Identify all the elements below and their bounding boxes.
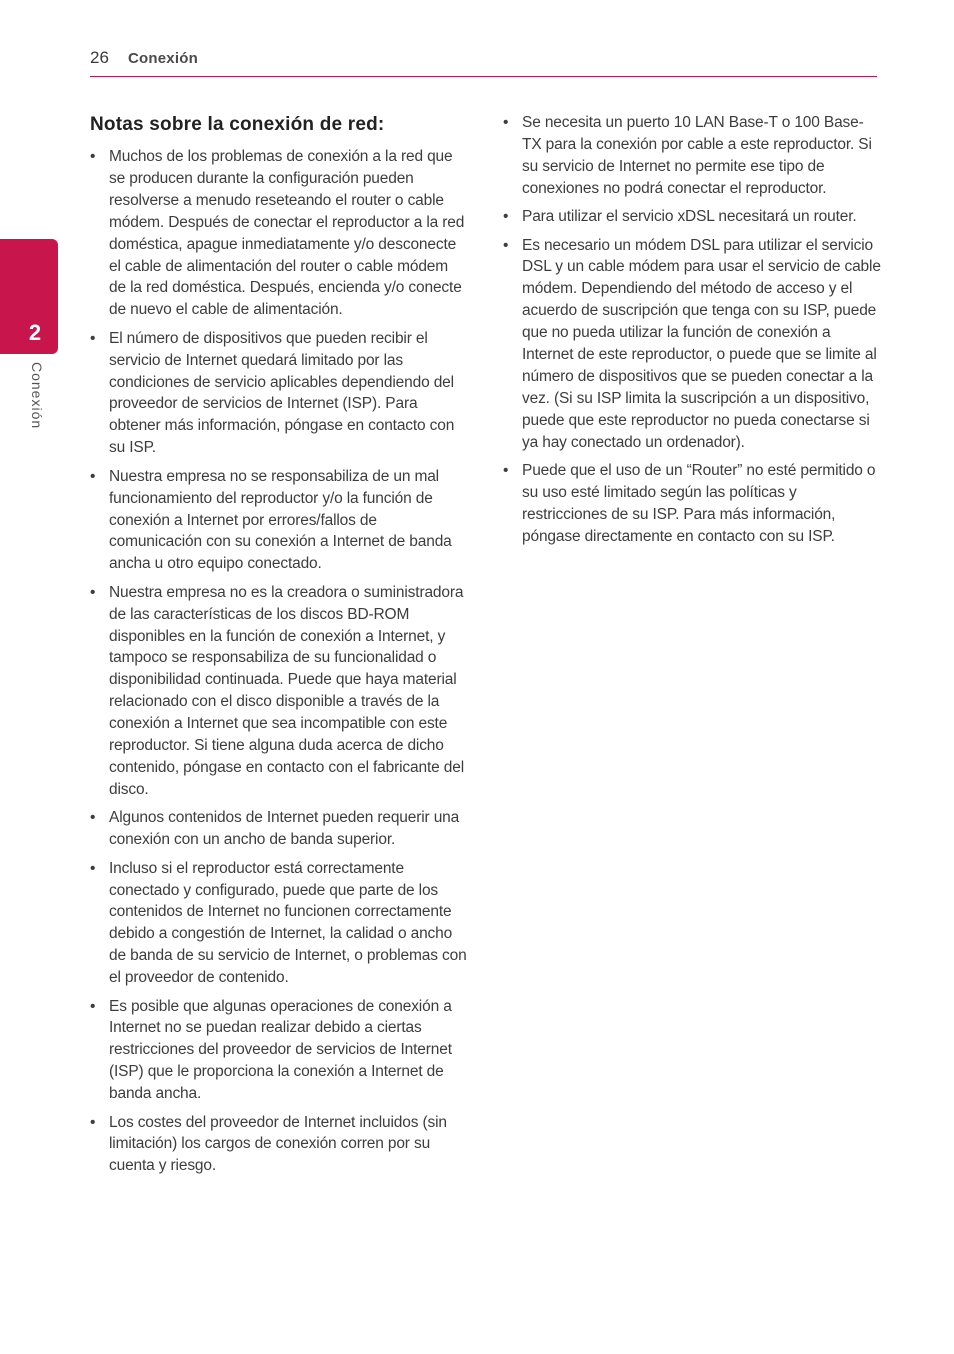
- chapter-number: 2: [28, 320, 42, 345]
- page-header: [90, 46, 877, 77]
- list-item: • Muchos de los problemas de conexión a la red que se producen durante la configuración pueden resolverse a menudo reseteando el router o cable módem. Después de conectar el reproductor a la red doméstica, apague inmediatamente y/o desconecte el cable de alimentación del router o cable módem de la red doméstica. Después, encienda y/o conecte de nuevo el cable de alimentación.: [90, 146, 468, 321]
- list-item: • Es necesario un módem DSL para utilizar el servicio DSL y un cable módem para usar el servicio de cable módem. Dependiendo del método de acceso y el acuerdo de suscripción que tenga con su ISP, puede que no pueda utilizar la función de conexión a Internet de este reproductor, o puede que se limite al número de dispositivos que se pueden conectar a la vez. (Si su ISP limita la suscripción a un dispositivo, puede que este reproductor no pueda conectarse si ya hay conectado un ordenador).: [503, 235, 883, 454]
- list-item: • Nuestra empresa no se responsabiliza de un mal funcionamiento del reproductor y/o la función de conexión a Internet por errores/fallos de comunicación con su conexión a Internet de banda ancha u otro equipo conectado.: [90, 466, 468, 576]
- list-item: • Algunos contenidos de Internet pueden requerir una conexión con un ancho de banda superior.: [90, 807, 468, 851]
- notes-list-right: [503, 112, 883, 554]
- section-title: Notas sobre la conexión de red:: [90, 114, 385, 135]
- list-item: • Puede que el uso de un “Router” no esté permitido o su uso esté limitado según las políticas y restricciones de su ISP. Para más información, póngase directamente en contacto con su ISP.: [503, 460, 883, 548]
- header-section-title: Conexión: [128, 50, 198, 67]
- list-item: • Nuestra empresa no es la creadora o suministradora de las características de los discos BD-ROM disponibles en la función de conexión a Internet, y tampoco se responsabiliza de su funcionalidad o disponibilidad continuada. Puede que haya material relacionado con el disco disponible a través de la conexión a Internet que sea incompatible con este reproductor. Si tiene alguna duda acerca de dicho contenido, póngase en contacto con el fabricante del disco.: [90, 582, 468, 801]
- list-item: • Es posible que algunas operaciones de conexión a Internet no se puedan realizar debido a ciertas restricciones del proveedor de servicios de Internet (ISP) que le proporciona la conexión a Internet de banda ancha.: [90, 996, 468, 1106]
- chapter-side-label: Conexión: [29, 362, 45, 430]
- page-number: 26: [90, 48, 109, 67]
- list-item: • El número de dispositivos que pueden recibir el servicio de Internet quedará limitado por las condiciones de servicio aplicables dependiendo del proveedor de servicios de Internet (ISP). Para obtener más información, póngase en contacto con su ISP.: [90, 328, 468, 459]
- chapter-tab: [0, 239, 58, 354]
- list-item: • Para utilizar el servicio xDSL necesitará un router.: [503, 206, 883, 228]
- list-item: • Se necesita un puerto 10 LAN Base-T o 100 Base-TX para la conexión por cable a este reproductor. Si su servicio de Internet no permite ese tipo de conexiones no podrá conectar el reproductor.: [503, 112, 883, 200]
- notes-list-left: [90, 146, 468, 1184]
- list-item: • Los costes del proveedor de Internet incluidos (sin limitación) los cargos de conexión corren por su cuenta y riesgo.: [90, 1112, 468, 1178]
- list-item: • Incluso si el reproductor está correctamente conectado y configurado, puede que parte de los contenidos de Internet no funcionen correctamente debido a congestión de Internet, la calidad o ancho de banda de su servicio de Internet, o problemas con el proveedor de contenido.: [90, 858, 468, 989]
